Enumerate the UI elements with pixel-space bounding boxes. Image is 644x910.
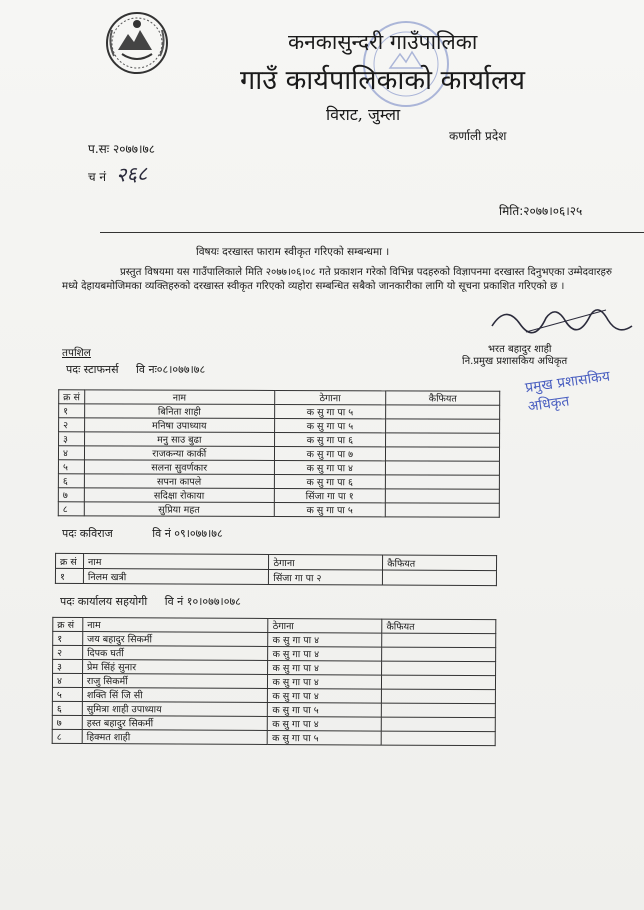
cell-name: राजकन्या कार्की xyxy=(84,446,274,461)
dispatch-line xyxy=(88,160,147,187)
col-sn: क्र सं xyxy=(59,390,85,404)
cell-sn: ४ xyxy=(52,673,82,687)
cell-name: सुमित्रा शाही उपाध्याय xyxy=(82,701,268,716)
cell-remarks xyxy=(386,419,500,433)
col-sn: क्र सं xyxy=(53,617,83,631)
reference-number: प.सः २०७७।७८ xyxy=(88,142,155,156)
applicant-table xyxy=(52,617,497,746)
advert-number: वि नं ०९।०७७।७८ xyxy=(152,527,223,540)
cell-sn: ५ xyxy=(52,687,82,701)
cell-sn: ७ xyxy=(52,715,82,729)
cell-sn: ६ xyxy=(52,701,82,715)
dispatch-label: च नं xyxy=(88,170,107,184)
post-name: पदः कार्यालय सहयोगी xyxy=(60,595,148,608)
cell-address: क सु गा पा ७ xyxy=(274,446,386,460)
cell-sn: ३ xyxy=(59,432,85,446)
col-remarks: कैफियत xyxy=(382,619,496,634)
municipality-name: कनकासुन्दरी गाउँपालिका xyxy=(288,30,478,54)
cell-address: क सु गा पा ४ xyxy=(268,660,382,675)
section-title xyxy=(62,526,223,541)
col-address: ठेगाना xyxy=(268,618,382,633)
cell-name: सदिक्षा रोकाया xyxy=(84,488,274,503)
cell-name: शक्ति सिं जि सी xyxy=(82,687,268,702)
cell-remarks xyxy=(386,475,500,489)
advert-number: वि नः०८।०७७।७८ xyxy=(136,363,206,376)
table-row xyxy=(55,568,496,585)
section-title xyxy=(66,362,205,377)
province-name: कर्णाली प्रदेश xyxy=(449,129,507,143)
letter-body: प्रस्तुत विषयमा यस गाउँपालिकाले मिति २०७७।०६।०८ गते प्रकाशन गरेको विभिन्न पदहरुको विज्ञापनमा दरखास्त दिनुभएका उम्मेदवारहरु मध्ये देहायबमोजिमका व्यक्तिहरुको दरखास्त स्वीकृत गरिएको व्यहोरा सम्बन्धित सबैको जानकारीका लागि यो सूचना प्रकाशित गरिएको छ । xyxy=(62,267,612,292)
cell-sn: २ xyxy=(59,418,85,432)
cell-name: मनु साउ बुढा xyxy=(84,432,274,447)
cell-address: क सु गा पा ६ xyxy=(274,474,386,488)
cell-name: हिक्मत शाही xyxy=(82,729,268,744)
cell-name: प्रेम सिंहं सुनार xyxy=(82,659,268,674)
cell-name: दिपक घर्ती xyxy=(83,645,269,660)
col-remarks: कैफियत xyxy=(383,555,497,571)
cell-name: जय बहादुर सिकर्मी xyxy=(83,631,269,646)
cell-remarks xyxy=(382,661,496,676)
col-remarks: कैफियत xyxy=(386,391,500,405)
cell-sn: १ xyxy=(55,568,83,583)
applicant-table xyxy=(55,553,497,586)
cell-remarks xyxy=(382,675,496,690)
cell-address: क सु गा पा ५ xyxy=(274,404,386,418)
cell-address: क सु गा पा ५ xyxy=(274,418,386,432)
letter-subject: विषयः दरखास्त फाराम स्वीकृत गरिएको सम्बन्धमा । xyxy=(196,246,390,258)
col-address: ठेगाना xyxy=(269,554,383,570)
cell-address: क सु गा पा ४ xyxy=(274,460,386,474)
advert-number: वि नं १०।०७७।०७८ xyxy=(164,595,241,608)
header-divider xyxy=(100,232,644,233)
cell-remarks xyxy=(382,633,496,648)
cell-sn: ८ xyxy=(52,729,82,743)
post-name: पदः कविराज xyxy=(62,527,113,540)
cell-name: निलम खत्री xyxy=(83,568,269,584)
post-name: पदः स्टाफनर्स xyxy=(66,363,119,376)
cell-remarks xyxy=(382,689,496,704)
signatory-post: नि.प्रमुख प्रशासकिय अधिकृत xyxy=(462,356,568,367)
cell-sn: ८ xyxy=(58,502,84,516)
cell-sn: ५ xyxy=(58,460,84,474)
cell-name: सलना सुवर्णकार xyxy=(84,460,274,475)
table-row xyxy=(59,404,500,420)
cell-sn: १ xyxy=(53,631,83,645)
cell-sn: १ xyxy=(59,404,85,418)
cell-remarks xyxy=(386,503,500,517)
signatory-name: भरत बहादुर शाही xyxy=(488,344,552,355)
col-sn: क्र सं xyxy=(56,553,84,568)
section-title xyxy=(60,594,241,609)
cell-name: मनिषा उपाध्याय xyxy=(85,418,275,433)
cell-address: सिंजा गा पा २ xyxy=(269,569,383,585)
col-name: नाम xyxy=(85,390,275,405)
cell-address: क सु गा पा ४ xyxy=(268,716,382,731)
cell-remarks xyxy=(386,461,500,475)
cell-sn: ७ xyxy=(58,488,84,502)
table-row xyxy=(58,446,499,462)
cell-remarks xyxy=(381,717,495,732)
table-row xyxy=(59,432,500,448)
cell-name: बिनिता शाही xyxy=(85,404,275,419)
cell-sn: ३ xyxy=(53,659,83,673)
signatory-stamp: प्रमुख प्रशासकिय अधिकृत xyxy=(524,368,611,416)
cell-address: क सु गा पा ४ xyxy=(268,674,382,689)
table-row xyxy=(58,502,499,518)
office-location: विराट, जुम्ला xyxy=(326,105,401,124)
col-name: नाम xyxy=(83,553,269,569)
col-name: नाम xyxy=(83,617,269,632)
dispatch-number: २६८ xyxy=(115,161,148,187)
cell-remarks xyxy=(382,647,496,662)
cell-address: क सु गा पा ५ xyxy=(268,702,382,717)
cell-remarks xyxy=(382,703,496,718)
table-row xyxy=(58,460,499,476)
office-name: गाउँ कार्यपालिकाको कार्यालय xyxy=(240,65,525,96)
cell-address: क सु गा पा ४ xyxy=(268,688,382,703)
cell-sn: ४ xyxy=(58,446,84,460)
cell-address: क सु गा पा ४ xyxy=(268,646,382,661)
cell-sn: ६ xyxy=(58,474,84,488)
signature-icon xyxy=(486,296,636,346)
table-row xyxy=(58,488,499,504)
nepal-emblem-icon xyxy=(104,10,170,76)
cell-address: क सु गा पा ५ xyxy=(268,730,382,745)
cell-remarks xyxy=(386,433,500,447)
cell-name: राजु सिकर्मी xyxy=(82,673,268,688)
col-address: ठेगाना xyxy=(274,390,386,404)
letter-date: मिति:२०७७।०६।२५ xyxy=(499,204,583,218)
cell-name: सपना कापले xyxy=(84,474,274,489)
details-heading: तपशिल xyxy=(62,347,91,359)
cell-remarks xyxy=(381,731,495,746)
cell-address: क सु गा पा ६ xyxy=(274,432,386,446)
cell-remarks xyxy=(386,447,500,461)
cell-address: क सु गा पा ५ xyxy=(274,502,386,516)
cell-address: सिंजा गा पा १ xyxy=(274,488,386,502)
cell-name: हस्त बहादुर सिकर्मी xyxy=(82,715,268,730)
cell-sn: २ xyxy=(53,645,83,659)
table-row xyxy=(58,474,499,490)
table-row xyxy=(52,729,495,745)
applicant-table xyxy=(58,389,500,518)
cell-remarks xyxy=(386,405,500,419)
cell-remarks xyxy=(386,489,500,503)
cell-address: क सु गा पा ४ xyxy=(268,632,382,647)
cell-name: सुप्रिया महत xyxy=(84,502,274,517)
cell-remarks xyxy=(383,570,497,586)
table-row xyxy=(59,418,500,434)
table-header-row xyxy=(59,390,500,406)
